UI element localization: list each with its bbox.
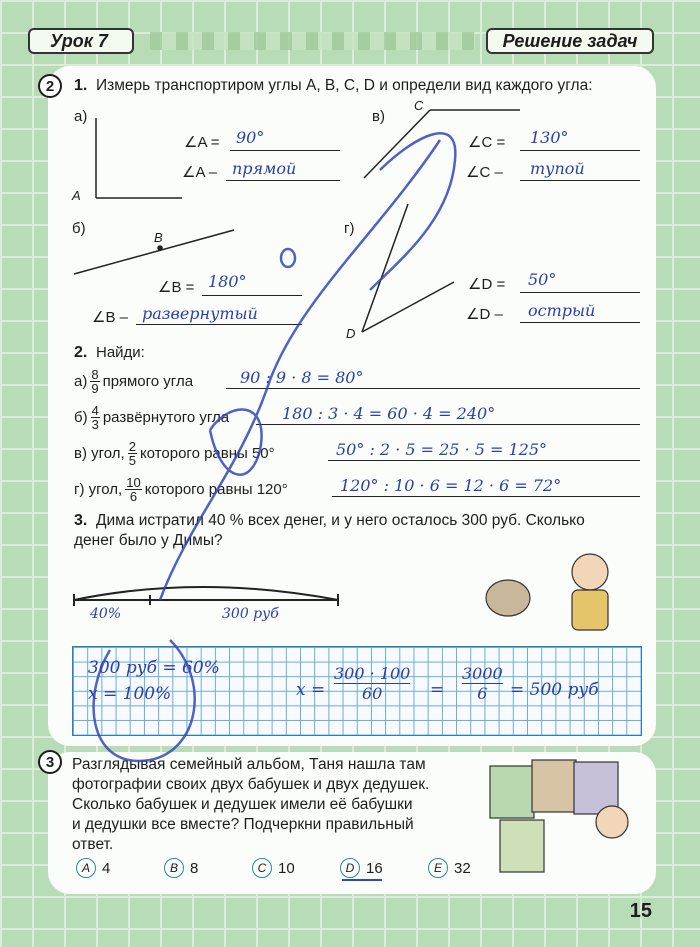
angle-d-kind-label: ∠D – — [466, 306, 503, 323]
ex2-number: 2. — [74, 344, 88, 361]
option-a-value: 4 — [102, 859, 111, 877]
option-c[interactable] — [252, 858, 295, 878]
option-e-letter: E — [428, 858, 448, 878]
angle-b-kind-label: ∠B – — [92, 309, 128, 326]
angle-c-measure-label: ∠C = — [468, 134, 506, 151]
ex2-item-v-fraction: $\frac{2}{5}$ — [128, 439, 136, 468]
grid-result: = 500 руб — [510, 680, 599, 700]
angle-b-kind: развернутый — [142, 304, 258, 323]
page-number: 15 — [629, 900, 652, 922]
ex2-item-v-text: которого равны 50° — [139, 445, 275, 462]
grid-fraction-2 — [462, 664, 503, 703]
option-c-value: 10 — [278, 859, 295, 877]
angle-a-kind-line — [226, 180, 340, 181]
angle-a-kind: прямой — [232, 159, 297, 178]
grid-frac2-den: 6 — [477, 684, 488, 703]
ex2-item-b-text: развёрнутого угла — [102, 409, 230, 426]
ex2-line-b — [256, 424, 640, 425]
option-e[interactable] — [428, 858, 471, 878]
angle-a-measure: 90° — [236, 128, 265, 147]
ex2-item-a-fraction: $\frac{8}{9}$ — [91, 367, 99, 396]
ex3-line1: Дима истратил 40 % всех денег, и у него осталось 300 руб. Сколько — [96, 512, 585, 529]
angle-d-measure-label: ∠D = — [468, 276, 506, 293]
ex3-number: 3. — [74, 512, 88, 529]
ex2-item-g-text: которого равны 120° — [144, 481, 288, 498]
angle-d-kind: острый — [528, 301, 596, 320]
ex2-item-g — [74, 476, 288, 503]
task3-line4: и дедушки все вместе? Подчеркни правильный — [72, 816, 414, 833]
task3-line5: ответ. — [72, 836, 114, 853]
angle-a-kind-label: ∠A – — [182, 164, 218, 181]
option-d-value: 16 — [366, 859, 383, 877]
ex1-text: Измерь транспортиром углы A, B, C, D и определи вид каждого угла: — [96, 77, 593, 94]
option-b-letter: B — [164, 858, 184, 878]
ex2-answer-v: 50° : 2 · 5 = 25 · 5 = 125° — [336, 440, 548, 459]
angle-c-measure: 130° — [530, 128, 569, 147]
angle-d-kind-line — [520, 322, 640, 323]
angle-c-kind-label: ∠C – — [466, 164, 503, 181]
option-b[interactable] — [164, 858, 198, 878]
ex2-line-g — [332, 496, 640, 497]
vertex-d: D — [346, 326, 356, 341]
task2-number: 2 — [38, 74, 62, 98]
topic-tag: Решение задач — [486, 28, 654, 54]
angle-b-measure-line — [202, 295, 302, 296]
ex2-answer-b: 180 : 3 · 4 = 60 · 4 = 240° — [282, 404, 496, 423]
ex2-line-a — [226, 388, 640, 389]
angle-c-label: в) — [372, 108, 385, 125]
option-e-value: 32 — [454, 859, 471, 877]
segment-right-label: 300 руб — [222, 606, 279, 622]
ex2-item-b — [74, 404, 229, 431]
grid-frac1-den: 60 — [361, 684, 383, 703]
task3-line1: Разглядывая семейный альбом, Таня нашла там — [72, 756, 426, 773]
ex2-item-a-label: а) — [74, 373, 88, 390]
vertex-a: A — [72, 188, 81, 203]
angle-c-measure-line — [520, 150, 640, 151]
angle-a-measure-line — [230, 150, 340, 151]
ex2-title: Найди: — [96, 344, 145, 361]
angle-c-kind: тупой — [530, 159, 585, 178]
ex3-line2: денег было у Димы? — [74, 532, 223, 549]
grid-frac1-num: 300 · 100 — [334, 664, 411, 683]
ex2-line-v — [328, 460, 640, 461]
angle-b-kind-line — [136, 324, 302, 325]
grid-equals: = — [430, 680, 445, 700]
ex2-item-g-label: г) угол, — [74, 481, 123, 498]
ex2-item-v — [74, 440, 275, 467]
task3-number: 3 — [38, 750, 62, 774]
angle-b-measure: 180° — [208, 272, 247, 291]
angle-d-label: г) — [344, 220, 355, 237]
option-c-letter: C — [252, 858, 272, 878]
angle-b-measure-label: ∠B = — [158, 279, 195, 296]
angle-b-label: б) — [72, 220, 86, 237]
vertex-b: B — [154, 230, 163, 245]
ex2-answer-g: 120° : 10 · 6 = 12 · 6 = 72° — [340, 476, 562, 495]
grid-fraction-1 — [334, 664, 410, 703]
option-a[interactable] — [76, 858, 110, 878]
task3-line2: фотографии своих двух бабушек и двух дедушек. — [72, 776, 430, 793]
ex2-item-v-label: в) угол, — [74, 445, 125, 462]
option-d[interactable] — [340, 858, 383, 878]
angle-a-label: а) — [74, 108, 88, 125]
ex2-item-g-fraction: $\frac{10}{6}$ — [126, 475, 141, 504]
angle-c-kind-line — [520, 180, 640, 181]
grid-frac2-num: 3000 — [462, 664, 503, 683]
ex2-item-a — [74, 368, 193, 395]
ex2-answer-a: 90 : 9 · 8 = 80° — [240, 368, 364, 387]
ex2-item-a-text: прямого угла — [102, 373, 194, 390]
grid-x: x = — [296, 680, 326, 700]
task3-line3: Сколько бабушек и дедушек имели её бабушки — [72, 796, 413, 813]
option-a-letter: A — [76, 858, 96, 878]
ex1-number: 1. — [74, 77, 88, 94]
ex2-item-b-label: б) — [74, 409, 88, 426]
angle-a-measure-label: ∠A = — [184, 134, 220, 151]
header-band — [150, 32, 475, 50]
lesson-tag: Урок 7 — [28, 28, 134, 54]
ex2-item-b-fraction: $\frac{4}{3}$ — [91, 403, 99, 432]
segment-left-label: 40% — [90, 606, 122, 622]
grid-row2: x = 100% — [88, 684, 172, 704]
angle-d-measure-line — [520, 292, 640, 293]
option-d-letter: D — [340, 858, 360, 878]
option-b-value: 8 — [190, 859, 199, 877]
vertex-c: C — [414, 98, 424, 113]
grid-row1: 300 руб = 60% — [88, 658, 220, 678]
angle-d-measure: 50° — [528, 270, 557, 289]
